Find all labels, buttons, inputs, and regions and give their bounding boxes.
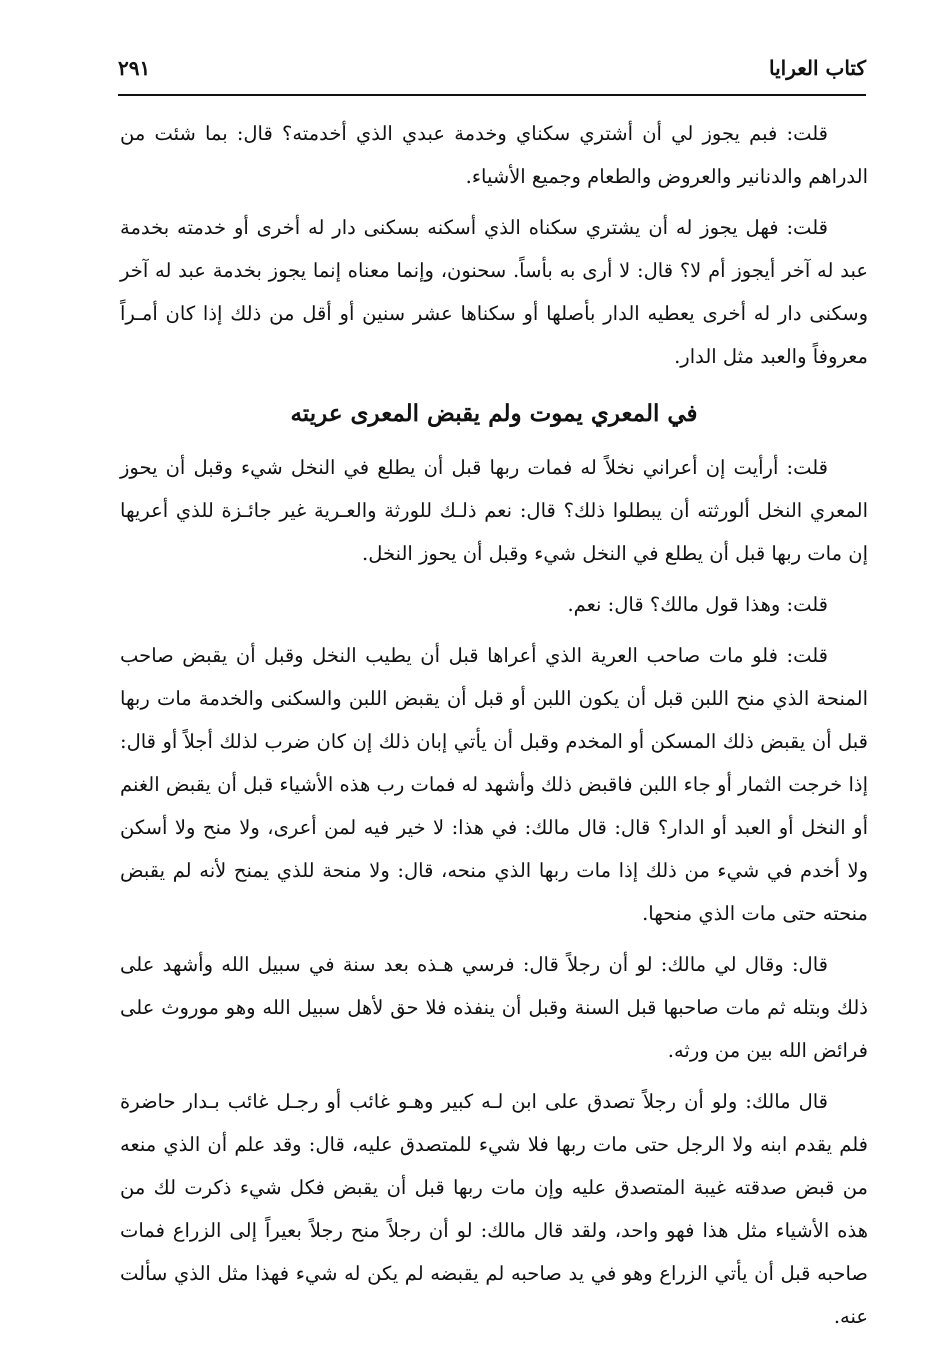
paragraph: قلت: أرأيت إن أعراني نخلاً له فمات ربها قبل أن يطلع في النخل شيء وقبل أن يحوز المعري النخل ألورثته أن يبطلوا ذلك؟ قال: نعم ذلـك للورثة والعـرية غير جائـزة للذي أعريها إن مات ربها قبل أن يطلع في النخل شيء وقبل أن يحوز النخل. [120, 456, 868, 565]
page-number: ٢٩١ [118, 56, 151, 80]
paragraph: قال مالك: ولو أن رجلاً تصدق على ابن لـه كبير وهـو غائب أو رجـل غائب بـدار حاضرة فلم يقدم ابنه ولا الرجل حتى مات ربها فلا شيء للمتصدق عليه، قال: وقد علم أن الذي منعه من قبض صدقته غيبة المتصدق عليه وإن مات ربها قبل أن يقبض فكل شيء ذكرت لك من هذه الأشياء مثل هذا فهو واحد، ولقد قال مالك: لو أن رجلاً منح رجلاً بعيراً إلى الزراع فمات صاحبه قبل أن يأتي الزراع وهو في يد صاحبه لم يقبضه لم يكن له شيء فهذا مثل الذي سألت عنه. [120, 1090, 868, 1328]
paragraph: قلت: فبم يجوز لي أن أشتري سكناي وخدمة عبدي الذي أخدمته؟ قال: بما شئت من الدراهم والدنانير والعروض والطعام وجميع الأشياء. [120, 122, 868, 188]
paragraph: قلت: وهذا قول مالك؟ قال: نعم. [567, 593, 828, 616]
paragraph: قلت: فهل يجوز له أن يشتري سكناه الذي أسكنه بسكنى دار له أخرى أو خدمته بخدمة عبد له آخر أيجوز أم لا؟ قال: لا أرى به بأساً. سحنون، وإنما معناه إنما يجوز بخدمة عبد له آخر وسكنى دار له أخرى يعطيه الدار بأصلها أو سكناها عشر سنين أو أقل من ذلك إذا كان أمـراً معروفاً والعبد مثل الدار. [120, 216, 868, 368]
page-body [120, 112, 868, 1346]
paragraph: قلت: فلو مات صاحب العرية الذي أعراها قبل أن يطيب النخل وقبل أن يقبض صاحب المنحة الذي منح اللبن قبل أن يكون اللبن أو قبل أن يقبض اللبن والسكنى والخدمة مات ربها قبل أن يقبض ذلك المسكن أو المخدم وقبل أن يأتي إبان ذلك إن كان ضرب لذلك أجلاً أو قال: إذا خرجت الثمار أو جاء اللبن فاقبض ذلك وأشهد له فمات رب هذه الأشياء قبل أن يقبض الغنم أو النخل أو العبد أو الدار؟ قال: قال مالك: في هذا: لا خير فيه لمن أعرى، ولا منح ولا أسكن ولا أخدم في شيء من ذلك إذا مات ربها الذي منحه، قال: ولا منحة للذي يمنح لأنه لم يقبض منحته حتى مات الذي منحها. [120, 644, 868, 925]
paragraph: قال: وقال لي مالك: لو أن رجلاً قال: فرسي هـذه بعد سنة في سبيل الله وأشهد على ذلك وبتله ثم مات صاحبها قبل السنة وقبل أن ينفذه فلا حق لأهل سبيل الله وهو موروث على فرائض الله بين من ورثه. [120, 953, 868, 1062]
running-title: كتاب العرايا [769, 56, 866, 80]
page-header [118, 52, 866, 96]
section-heading: في المعري يموت ولم يقبض المعرى عريته [290, 400, 698, 427]
